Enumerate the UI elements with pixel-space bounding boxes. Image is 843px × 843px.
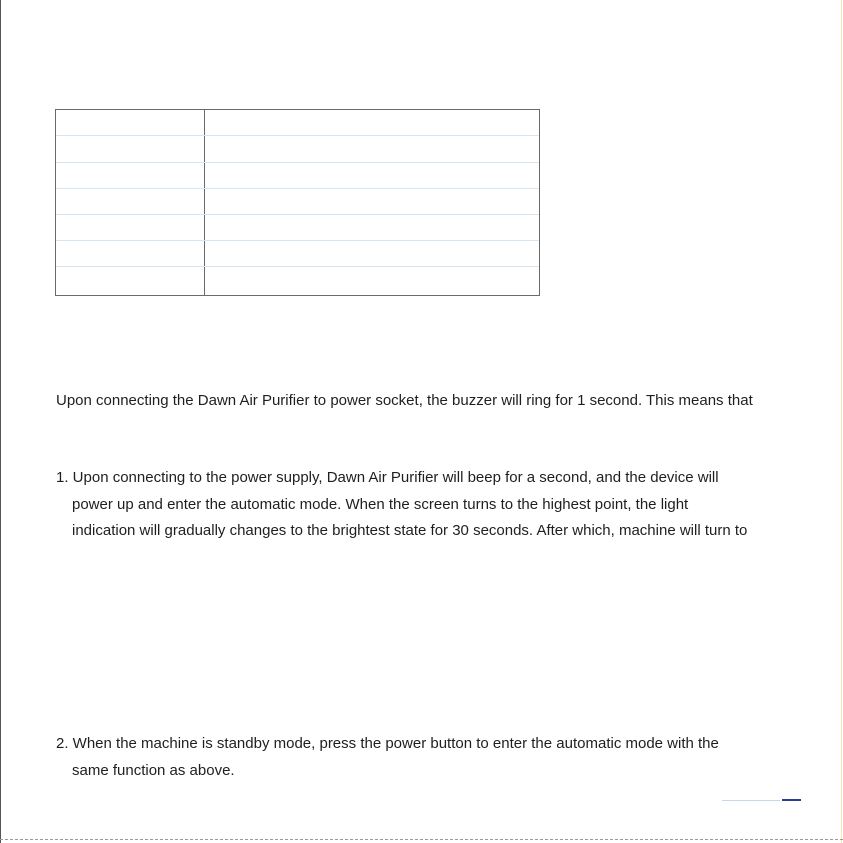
step-1-line-1: 1. Upon connecting to the power supply, Dawn Air Purifier will beep for a second, and the device will xyxy=(56,469,719,486)
page-indicator-track xyxy=(722,800,780,801)
step-2 xyxy=(56,731,816,784)
step-1 xyxy=(56,465,816,545)
page-right-edge xyxy=(841,0,842,843)
table-row-line xyxy=(56,188,539,189)
table-row-line xyxy=(56,214,539,215)
table-row-line xyxy=(56,135,539,136)
page-bottom-edge xyxy=(0,839,843,840)
step-2-line-2: same function as above. xyxy=(72,761,235,779)
step-1-line-2: power up and enter the automatic mode. When the screen turns to the highest point, the light xyxy=(72,495,689,513)
page-left-edge xyxy=(0,0,1,843)
table-column-divider xyxy=(204,110,205,295)
page-indicator-active xyxy=(782,799,801,801)
intro-paragraph: Upon connecting the Dawn Air Purifier to power socket, the buzzer will ring for 1 second. This means that xyxy=(56,392,753,409)
table-row-line xyxy=(56,162,539,163)
spec-table xyxy=(55,109,540,296)
step-2-line-1: 2. When the machine is standby mode, press the power button to enter the automatic mode with the xyxy=(56,735,719,752)
table-row-line xyxy=(56,240,539,241)
table-row-line xyxy=(56,266,539,267)
step-1-line-3: indication will gradually changes to the brightest state for 30 seconds. After which, machine will turn to xyxy=(72,522,748,539)
